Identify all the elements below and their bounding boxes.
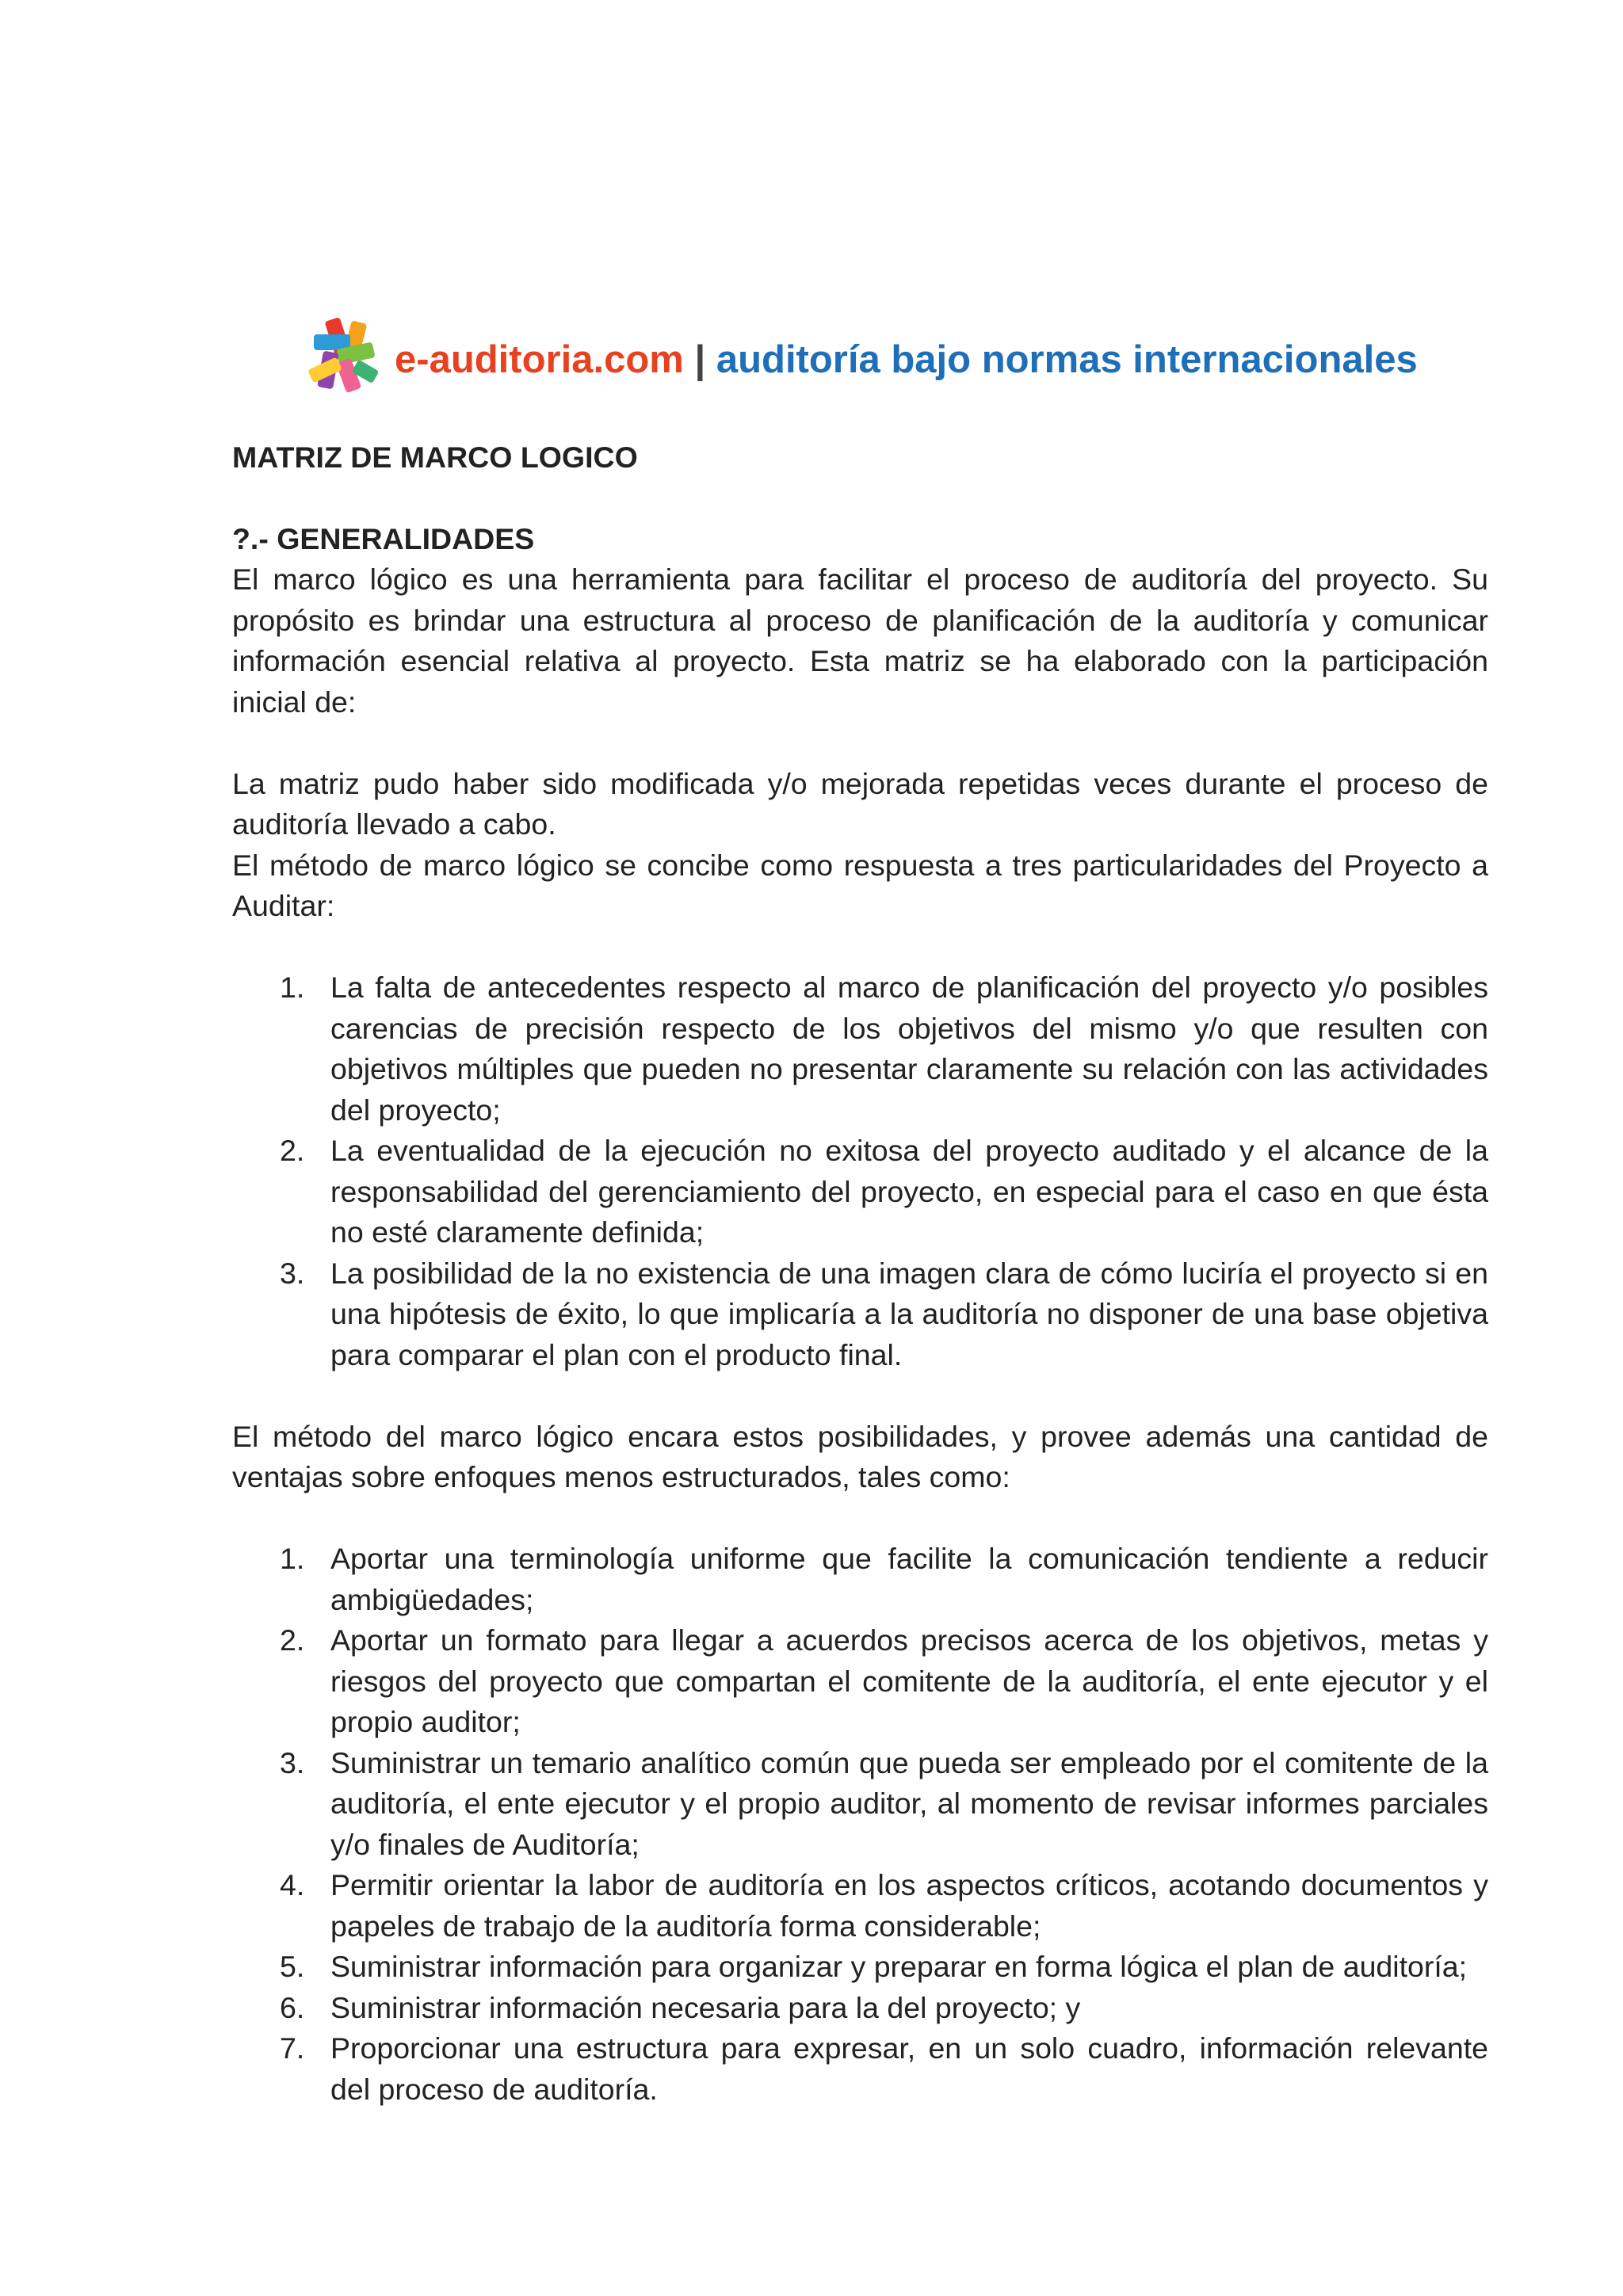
list-item-text: Suministrar información necesaria para la del proyecto; y xyxy=(330,1990,1081,2024)
list-item xyxy=(232,967,1488,1131)
list-item-number: 5. xyxy=(280,1950,305,1983)
paragraph-spacer xyxy=(232,1375,1488,1417)
list-item-number: 7. xyxy=(280,2031,305,2065)
list-item-number: 3. xyxy=(280,1256,305,1290)
list-item xyxy=(232,1131,1488,1253)
advantages-paragraph: El método del marco lógico encara estos posibilidades, y provee además una cantidad de ventajas sobre enfoques menos estructurados, tales como: xyxy=(232,1419,1488,1493)
list-item-number: 2. xyxy=(280,1623,305,1657)
list-item-number: 1. xyxy=(280,1542,305,1575)
particularities-list xyxy=(232,967,1488,1375)
paragraph-spacer xyxy=(232,927,1488,968)
list-item-text: Proporcionar una estructura para expresar, en un solo cuadro, información relevante del proceso de auditoría. xyxy=(330,2031,1488,2106)
list-item xyxy=(232,1620,1488,1743)
intro-paragraph: El marco lógico es una herramienta para facilitar el proceso de auditoría del proyecto. Su propósito es brindar una estructura al proceso de planificación de la auditoría y comunicar información esencial relativa al proyecto. Esta matriz se ha elaborado con la participación inicial de: xyxy=(232,563,1488,719)
paragraph-spacer xyxy=(232,1498,1488,1539)
list-item xyxy=(232,1865,1488,1947)
list-item-number: 6. xyxy=(280,1990,305,2024)
title-separator: | xyxy=(694,338,706,381)
colorful-cube-logo-icon xyxy=(300,311,387,398)
list-item-text: Permitir orientar la labor de auditoría en los aspectos críticos, acotando documentos y papeles de trabajo de la auditoría forma considerable; xyxy=(330,1868,1488,1943)
list-item-text: Suministrar información para organizar y preparar en forma lógica el plan de auditoría; xyxy=(330,1950,1468,1983)
list-item-number: 4. xyxy=(280,1868,305,1901)
paragraph-spacer xyxy=(232,723,1488,764)
list-item xyxy=(232,1253,1488,1376)
list-item xyxy=(232,1947,1488,1988)
list-item-text: La falta de antecedentes respecto al marco de planificación del proyecto y/o posibles carencias de precisión respecto de los objetivos del mismo y/o que resulten con objetivos múltiples que pueden no presentar claramente su relación con las actividades del proyecto; xyxy=(330,971,1488,1127)
list-item-number: 2. xyxy=(280,1134,305,1167)
list-item-text: La posibilidad de la no existencia de una imagen clara de cómo luciría el proyecto si en una hipótesis de éxito, lo que implicaría a la auditoría no disponer de una base objetiva para comparar el plan con el producto final. xyxy=(330,1256,1488,1371)
advantages-list xyxy=(232,1539,1488,2110)
list-item-text: La eventualidad de la ejecución no exitosa del proyecto auditado y el alcance de la responsabilidad del gerenciamiento del proyecto, en especial para el caso en que ésta no esté claramente definida; xyxy=(330,1134,1488,1249)
document-header xyxy=(300,311,1418,398)
list-item-text: Aportar una terminología uniforme que facilite la comunicación tendiente a reducir ambigüedades; xyxy=(330,1542,1488,1616)
list-item xyxy=(232,1743,1488,1866)
list-item-text: Suministrar un temario analítico común que pueda ser empleado por el comitente de la auditoría, el ente ejecutor y el propio auditor, al momento de revisar informes parciales y/o finales de Auditoría; xyxy=(330,1745,1488,1861)
site-title xyxy=(395,338,1418,382)
section-heading: ?.- GENERALIDADES xyxy=(232,521,535,555)
list-item xyxy=(232,1539,1488,1620)
list-item-number: 3. xyxy=(280,1745,305,1779)
modified-paragraph: La matriz pudo haber sido modificada y/o mejorada repetidas veces durante el proceso de auditoría llevado a cabo. xyxy=(232,766,1488,841)
list-item xyxy=(232,1988,1488,2029)
list-item xyxy=(232,2028,1488,2110)
list-item-number: 1. xyxy=(280,971,305,1004)
list-item-text: Aportar un formato para llegar a acuerdos precisos acerca de los objetivos, metas y riesgos del proyecto que compartan el comitente de la auditoría, el ente ejecutor y el propio auditor; xyxy=(330,1623,1488,1738)
document-body xyxy=(232,437,1488,2110)
document-title: MATRIZ DE MARCO LOGICO xyxy=(232,441,638,474)
method-paragraph: El método de marco lógico se concibe como respuesta a tres particularidades del Proyecto a Auditar: xyxy=(232,848,1488,922)
brand-name: e-auditoria.com xyxy=(395,338,684,381)
site-tagline: auditoría bajo normas internacionales xyxy=(716,338,1418,381)
